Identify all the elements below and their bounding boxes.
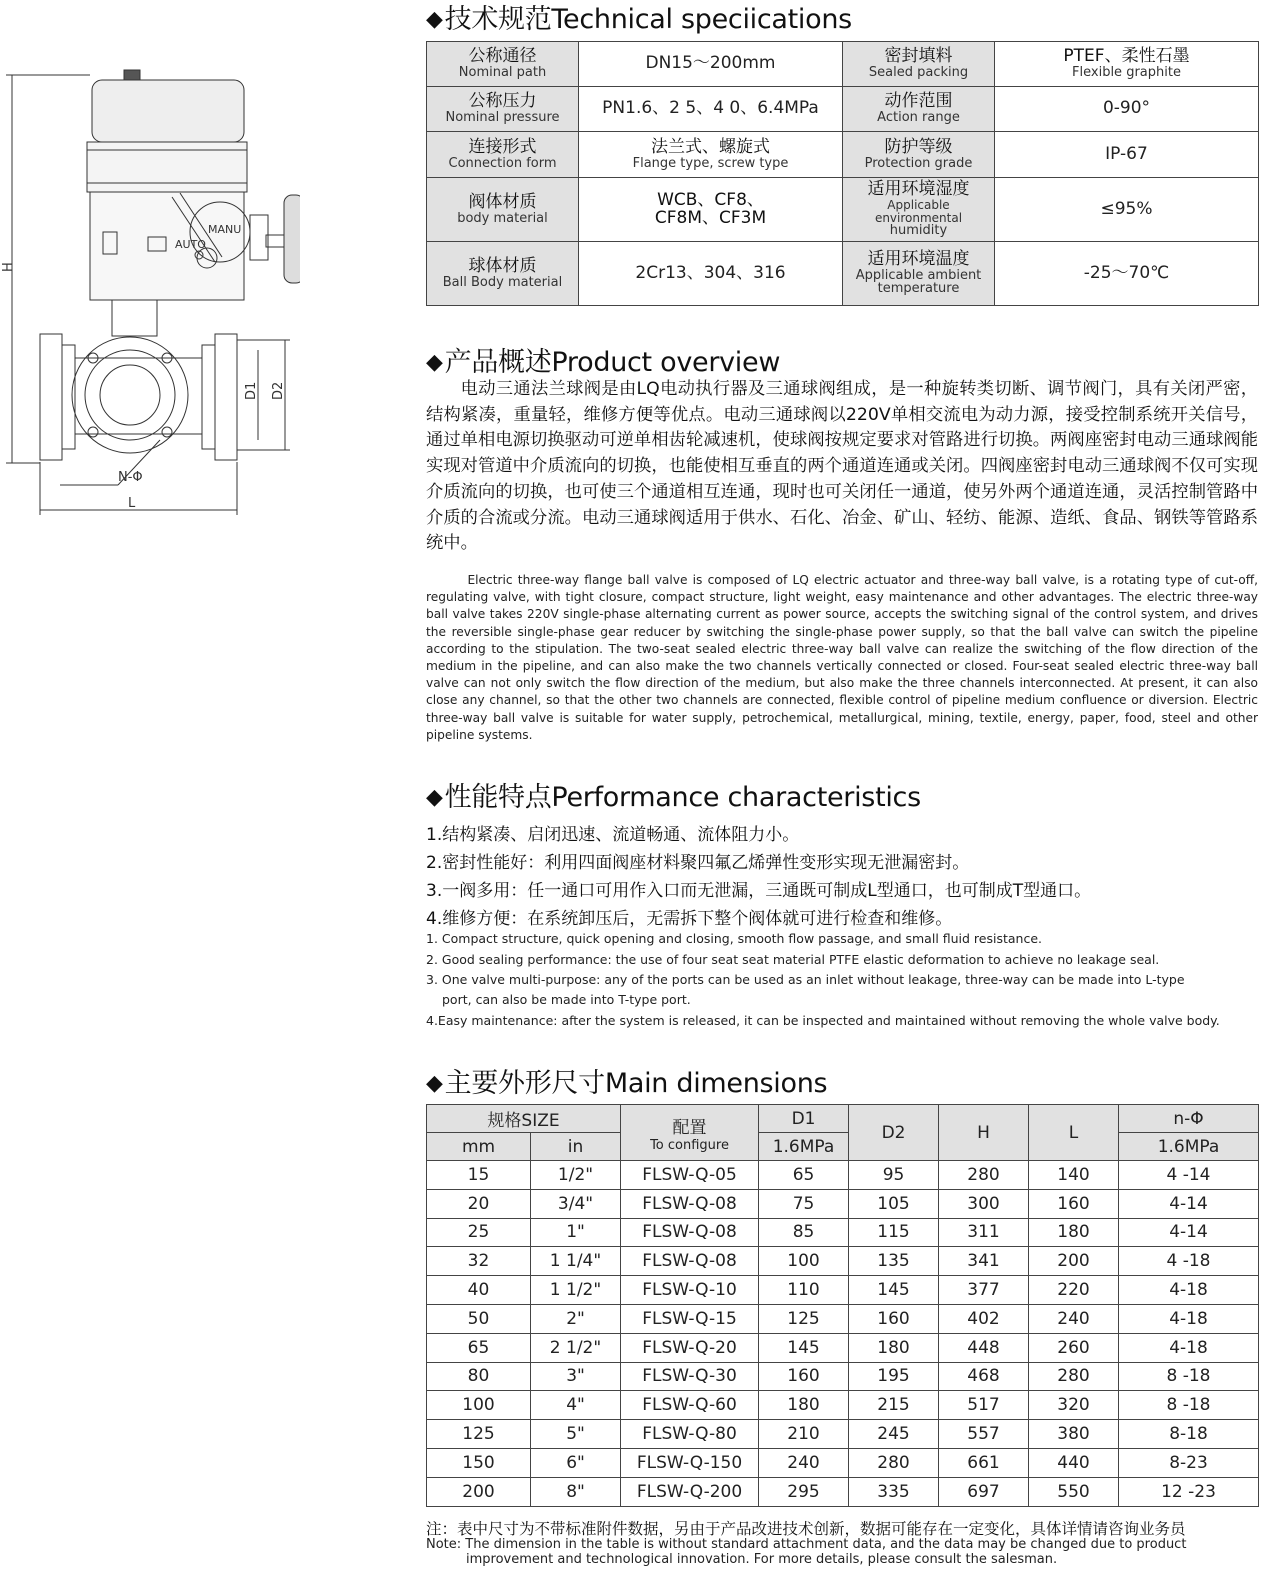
cell-config: FLSW-Q-60 [621,1391,759,1420]
header-d2: D2 [849,1105,939,1161]
cell-h: 300 [939,1189,1029,1218]
table-row [427,1333,1259,1362]
cell-in: 3/4" [531,1189,621,1218]
spec-label-humidity: 适用环境湿度 Applicable environmental humidity [843,178,995,242]
header-d1: D1 [759,1105,849,1133]
feature-zh-4: 4.维修方便：在系统卸压后，无需拆下整个阀体就可进行检查和维修。 [426,909,953,929]
table-row [427,1247,1259,1276]
cell-d2: 145 [849,1276,939,1305]
cell-n-phi: 8 -18 [1119,1391,1259,1420]
cell-l: 240 [1029,1304,1119,1333]
drawing-label-n-phi: N-Φ [118,470,143,485]
cell-h: 697 [939,1477,1029,1506]
cell-mm: 200 [427,1477,531,1506]
valve-drawing [0,60,300,530]
header-size: 规格SIZE [427,1105,621,1133]
cell-n-phi: 4-14 [1119,1189,1259,1218]
table-row [427,1362,1259,1391]
cell-n-phi: 4-14 [1119,1218,1259,1247]
table-row [427,1218,1259,1247]
cell-d2: 180 [849,1333,939,1362]
spec-value-connection: 法兰式、螺旋式 Flange type, screw type [579,132,843,178]
cell-mm: 25 [427,1218,531,1247]
cell-mm: 150 [427,1448,531,1477]
spec-label-nominal-path: 公称通径 Nominal path [427,42,579,87]
performance-heading: ◆性能特点Performance characteristics [426,782,921,813]
cell-l: 280 [1029,1362,1119,1391]
cell-d1: 65 [759,1161,849,1190]
spec-label-action-range: 动作范围 Action range [843,87,995,132]
cell-l: 380 [1029,1420,1119,1449]
overview-text-en: Electric three-way flange ball valve is composed of LQ electric actuator and three-way ball valve, is a rotating type of cut-off, regulating valve, with tight closure, compact structure, light weight, easy maintenance and other advantages. The electric three-way ball valve takes 220V single-phase alternating current as power source, accepts the switching signal of the control system, and drives the reversible single-phase gear reducer by switching the single-phase power supply, so that the ball valve can switch the pipeline according to the stipulation. The two-seat sealed electric three-way ball valve can realize the switching of the flow direction of the medium in the pipeline, and can also make the two channels vertically connected or closed. Four-seat sealed electric three-way ball valve can not only switch the flow direction of the medium, but also make the three channels interconnected. At present, it can also close any channel, so that the other two channels are connected, flexible control of pipeline medium confluence or diversion. Electric three-way ball valve is suitable for water supply, petrochemical, metallurgical, mining, textile, energy, paper, food, steel and other pipeline systems. [426,573,1258,742]
cell-mm: 20 [427,1189,531,1218]
header-l: L [1029,1105,1119,1161]
cell-n-phi: 4 -14 [1119,1161,1259,1190]
cell-in: 2" [531,1304,621,1333]
cell-l: 220 [1029,1276,1119,1305]
header-n-phi: n-Φ [1119,1105,1259,1133]
cell-in: 1" [531,1218,621,1247]
diamond-icon: ◆ [426,785,443,810]
cell-d2: 215 [849,1391,939,1420]
cell-d2: 115 [849,1218,939,1247]
cell-h: 557 [939,1420,1029,1449]
cell-d1: 160 [759,1362,849,1391]
drawing-label-manu: MANU [208,223,242,236]
spec-value-nominal-path: DN15～200mm [579,42,843,87]
cell-n-phi: 4-18 [1119,1304,1259,1333]
spec-value-nominal-pressure: PN1.6、2 5、4 0、6.4MPa [579,87,843,132]
cell-n-phi: 4-18 [1119,1276,1259,1305]
cell-h: 448 [939,1333,1029,1362]
cell-config: FLSW-Q-150 [621,1448,759,1477]
overview-heading: ◆产品概述Product overview [426,347,781,378]
spec-label-connection: 连接形式 Connection form [427,132,579,178]
technical-heading: ◆技术规范Technical speciications [426,4,852,35]
cell-in: 1 1/2" [531,1276,621,1305]
cell-config: FLSW-Q-200 [621,1477,759,1506]
cell-mm: 15 [427,1161,531,1190]
header-n-phi-unit: 1.6MPa [1119,1133,1259,1161]
spec-label-protection: 防护等级 Protection grade [843,132,995,178]
spec-value-humidity: ≤95% [995,178,1259,242]
cell-d1: 180 [759,1391,849,1420]
cell-h: 517 [939,1391,1029,1420]
feature-zh-1: 1.结构紧凑、启闭迅速、流道畅通、流体阻力小。 [426,825,800,845]
cell-n-phi: 8-18 [1119,1420,1259,1449]
cell-d2: 135 [849,1247,939,1276]
cell-mm: 100 [427,1391,531,1420]
spec-label-nominal-pressure: 公称压力 Nominal pressure [427,87,579,132]
drawing-label-h: H [1,262,16,272]
drawing-label-d1: D1 [244,381,259,400]
overview-text-zh: 电动三通法兰球阀是由LQ电动执行器及三通球阀组成，是一种旋转类切断、调节阀门，具有关闭严密，结构紧凑，重量轻，维修方便等优点。电动三通球阀以220V单相交流电为动力源，接受控制系统开关信号，通过单相电源切换驱动可逆单相齿轮减速机，使球阀按规定要求对管路进行切换。两阀座密封电动三通球阀能实现对管道中介质流向的切换，也能使相互垂直的两个通道连通或关闭。四阀座密封电动三通球阀不仅可实现介质流向的切换，也可使三个通道相互连通，现时也可关闭任一通道，使另外两个通道连通，灵活控制管路中介质的合流或分流。电动三通球阀适用于供水、石化、冶金、矿山、轻纺、能源、造纸、食品、钢铁等管路系统中。 [426,379,1258,554]
cell-config: FLSW-Q-08 [621,1218,759,1247]
feature-en-4: 4.Easy maintenance: after the system is released, it can be inspected and maintained without removing the whole valve body. [426,1013,1220,1028]
cell-d2: 335 [849,1477,939,1506]
drawing-label-l: L [128,496,136,511]
cell-in: 2 1/2" [531,1333,621,1362]
cell-d2: 245 [849,1420,939,1449]
spec-value-body-material: WCB、CF8、 CF8M、CF3M [579,178,843,242]
cell-config: FLSW-Q-08 [621,1247,759,1276]
cell-l: 160 [1029,1189,1119,1218]
spec-label-temperature: 适用环境温度 Applicable ambient temperature [843,242,995,306]
table-row [427,1448,1259,1477]
cell-d1: 240 [759,1448,849,1477]
spec-label-ball-material: 球体材质 Ball Body material [427,242,579,306]
cell-mm: 50 [427,1304,531,1333]
cell-d1: 110 [759,1276,849,1305]
feature-en-2: 2. Good sealing performance: the use of four seat seat material PTFE elastic deformation to achieve no leakage seal. [426,952,1160,967]
cell-h: 402 [939,1304,1029,1333]
cell-d1: 75 [759,1189,849,1218]
cell-d2: 280 [849,1448,939,1477]
cell-l: 260 [1029,1333,1119,1362]
cell-mm: 32 [427,1247,531,1276]
table-row [427,1304,1259,1333]
dimensions-table [426,1104,1259,1507]
table-row [427,1477,1259,1506]
header-mm: mm [427,1133,531,1161]
header-h: H [939,1105,1029,1161]
cell-n-phi: 4-18 [1119,1333,1259,1362]
note-en-2: improvement and technological innovation. For more details, please consult the salesman. [466,1552,1058,1567]
spec-value-protection: IP-67 [995,132,1259,178]
table-row [427,1391,1259,1420]
header-in: in [531,1133,621,1161]
cell-in: 4" [531,1391,621,1420]
feature-en-3-cont: port, can also be made into T-type port. [442,992,691,1007]
diamond-icon: ◆ [426,350,443,375]
feature-en-3: 3. One valve multi-purpose: any of the ports can be used as an inlet without leakage, three-way can be made into L-type [426,972,1185,987]
diamond-icon: ◆ [426,1071,443,1096]
cell-l: 200 [1029,1247,1119,1276]
table-row [427,1161,1259,1190]
cell-config: FLSW-Q-05 [621,1161,759,1190]
cell-d2: 105 [849,1189,939,1218]
cell-mm: 40 [427,1276,531,1305]
cell-n-phi: 8-23 [1119,1448,1259,1477]
spec-value-temperature: -25～70℃ [995,242,1259,306]
spec-value-sealed-packing: PTEF、柔性石墨 Flexible graphite [995,42,1259,87]
feature-zh-3: 3.一阀多用：任一通口可用作入口而无泄漏，三通既可制成L型通口，也可制成T型通口。 [426,881,1092,901]
cell-d1: 85 [759,1218,849,1247]
cell-config: FLSW-Q-15 [621,1304,759,1333]
dimensions-heading: ◆主要外形尺寸Main dimensions [426,1068,828,1099]
technical-spec-table [426,41,1259,306]
cell-d1: 100 [759,1247,849,1276]
diamond-icon: ◆ [426,7,443,32]
cell-l: 140 [1029,1161,1119,1190]
cell-config: FLSW-Q-10 [621,1276,759,1305]
spec-value-ball-material: 2Cr13、304、316 [579,242,843,306]
cell-in: 1 1/4" [531,1247,621,1276]
cell-h: 311 [939,1218,1029,1247]
spec-label-body-material: 阀体材质 body material [427,178,579,242]
feature-zh-2: 2.密封性能好：利用四面阀座材料聚四氟乙烯弹性变形实现无泄漏密封。 [426,853,970,873]
cell-l: 180 [1029,1218,1119,1247]
cell-n-phi: 8 -18 [1119,1362,1259,1391]
table-row [427,1189,1259,1218]
cell-mm: 65 [427,1333,531,1362]
cell-d2: 195 [849,1362,939,1391]
drawing-label-d2: D2 [271,381,286,400]
cell-in: 6" [531,1448,621,1477]
cell-in: 1/2" [531,1161,621,1190]
cell-h: 341 [939,1247,1029,1276]
header-d1-unit: 1.6MPa [759,1133,849,1161]
drawing-label-auto: AUTO [175,238,206,251]
cell-l: 320 [1029,1391,1119,1420]
cell-d1: 125 [759,1304,849,1333]
note-zh: 注：表中尺寸为不带标准附件数据，另由于产品改进技术创新，数据可能存在一定变化，具体详情请咨询业务员 [426,1520,1186,1538]
feature-en-1: 1. Compact structure, quick opening and closing, smooth flow passage, and small fluid resistance. [426,931,1043,946]
cell-config: FLSW-Q-80 [621,1420,759,1449]
header-config: 配置 To configure [621,1105,759,1161]
cell-n-phi: 12 -23 [1119,1477,1259,1506]
cell-config: FLSW-Q-30 [621,1362,759,1391]
cell-mm: 125 [427,1420,531,1449]
cell-in: 5" [531,1420,621,1449]
spec-value-action-range: 0-90° [995,87,1259,132]
dimensions-table-body [427,1161,1259,1507]
table-row [427,1420,1259,1449]
cell-l: 440 [1029,1448,1119,1477]
note-en-1: Note: The dimension in the table is without standard attachment data, and the data may be changed due to product [426,1537,1187,1552]
cell-l: 550 [1029,1477,1119,1506]
cell-h: 468 [939,1362,1029,1391]
table-row [427,1276,1259,1305]
cell-d1: 295 [759,1477,849,1506]
cell-in: 3" [531,1362,621,1391]
spec-label-sealed-packing: 密封填料 Sealed packing [843,42,995,87]
cell-h: 661 [939,1448,1029,1477]
cell-d1: 210 [759,1420,849,1449]
cell-d2: 160 [849,1304,939,1333]
cell-d2: 95 [849,1161,939,1190]
cell-config: FLSW-Q-08 [621,1189,759,1218]
cell-h: 280 [939,1161,1029,1190]
cell-mm: 80 [427,1362,531,1391]
cell-in: 8" [531,1477,621,1506]
cell-n-phi: 4 -18 [1119,1247,1259,1276]
cell-d1: 145 [759,1333,849,1362]
cell-config: FLSW-Q-20 [621,1333,759,1362]
cell-h: 377 [939,1276,1029,1305]
